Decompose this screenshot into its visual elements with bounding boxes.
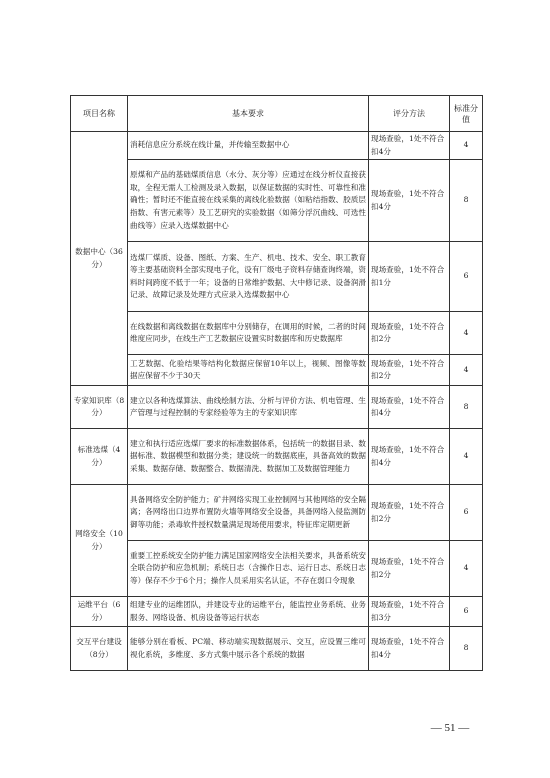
row-score: 4 <box>450 541 483 597</box>
table-row <box>71 386 483 429</box>
header-requirement: 基本要求 <box>128 96 369 132</box>
row-method: 现场查验，1处不符合扣4分 <box>369 132 450 160</box>
row-requirement: 建立和执行适应选煤厂要求的标准数据体系，包括统一的数据目录、数据标准、数据模型和数据分类；建设统一的数据底座，具备高效的数据采集、数据存储、数据整合、数据清洗、数据加工及数据管理能力 <box>128 429 369 485</box>
group-security: 网络安全（10分） <box>71 485 128 597</box>
group-interact: 交互平台建设（8分） <box>71 627 128 671</box>
header-score: 标准分值 <box>450 96 483 132</box>
table-row <box>71 541 483 597</box>
row-score: 6 <box>450 485 483 541</box>
group-data-center: 数据中心（36分） <box>71 132 128 386</box>
group-ops: 运维平台（6分） <box>71 597 128 627</box>
table-header-row <box>71 96 483 132</box>
group-standard: 标准选煤（4分） <box>71 429 128 485</box>
row-method: 现场查验，1处不符合扣4分 <box>369 160 450 242</box>
row-method: 现场查验，1处不符合扣2分 <box>369 355 450 386</box>
row-requirement: 选煤厂煤质、设备、图纸、方案、生产、机电、技术、安全、职工教育等主要基础资料全部实现电子化，设有厂级电子资料存储查询终端，资料时间跨度不低于一年；设备的日常维护数据、大中修记录、设备润滑记录、故障记录及处理方式应录入选煤数据中心 <box>128 242 369 312</box>
row-requirement: 具备网络安全防护能力；矿井网络实现工业控制网与其他网络的安全隔离；各网络出口边界布置防火墙等网络安全设备，具备网络入侵监测防御等功能；杀毒软件授权数量满足现场使用要求，特征库定期更新 <box>128 485 369 541</box>
row-method: 现场查验，1处不符合扣4分 <box>369 386 450 429</box>
row-method: 现场查验，1处不符合扣4分 <box>369 627 450 671</box>
row-requirement: 组建专业的运维团队，并建设专业的运维平台，能监控业务系统、业务服务、网络设备、机房设备等运行状态 <box>128 597 369 627</box>
row-score: 4 <box>450 312 483 355</box>
group-expert: 专家知识库（8分） <box>71 386 128 429</box>
row-method: 现场查验，1处不符合扣1分 <box>369 242 450 312</box>
header-name: 项目名称 <box>71 96 128 132</box>
row-method: 现场查验，1处不符合扣3分 <box>369 597 450 627</box>
row-requirement: 建立以各种选煤算法、曲线绘制方法、分析与评价方法、机电管理、生产管理与过程控制的专家经验等为主的专家知识库 <box>128 386 369 429</box>
header-method: 评分方法 <box>369 96 450 132</box>
row-score: 8 <box>450 160 483 242</box>
row-method: 现场查验，1处不符合扣2分 <box>369 312 450 355</box>
table-row <box>71 355 483 386</box>
row-requirement: 在线数据和离线数据在数据库中分别储存，在调用的时候，二者的时间维度应同步，在线生产工艺数据应设置实时数据库和历史数据库 <box>128 312 369 355</box>
row-score: 4 <box>450 355 483 386</box>
row-requirement: 消耗信息应分系统在线计量，并传输至数据中心 <box>128 132 369 160</box>
table-row <box>71 597 483 627</box>
table-row <box>71 160 483 242</box>
scoring-table <box>70 95 483 671</box>
row-requirement: 原煤和产品的基础煤质信息（水分、灰分等）应通过在线分析仪直接获取，全程无需人工检测及录入数据，以保证数据的实时性、可靠性和准确性；暂时还不能直接在线采集的离线化验数据（如粘结指数、胶质层指数、有害元素等）及工艺研究的实验数据（如筛分浮沉曲线、可选性曲线等）应录入选煤数据中心 <box>128 160 369 242</box>
page-number: — 51 — <box>430 722 470 734</box>
row-requirement: 能够分别在看板、PC端、移动端实现数据展示、交互，应设置三维可视化系统，多维度、多方式集中展示各个系统的数据 <box>128 627 369 671</box>
table-row <box>71 429 483 485</box>
row-requirement: 重要工控系统安全防护能力满足国家网络安全法相关要求，具备系统安全联合防护和应急机制；系统日志（含操作日志、运行日志、系统日志等）保存不少于6个月；操作人员采用实名认证，不存在弱口令现象 <box>128 541 369 597</box>
row-requirement: 工艺数据、化验结果等结构化数据应保留10年以上，视频、图像等数据应保留不少于30天 <box>128 355 369 386</box>
row-score: 8 <box>450 627 483 671</box>
table-row <box>71 132 483 160</box>
row-method: 现场查验，1处不符合扣4分 <box>369 429 450 485</box>
row-method: 现场查验，1处不符合扣2分 <box>369 541 450 597</box>
row-method: 现场查验，1处不符合扣2分 <box>369 485 450 541</box>
row-score: 6 <box>450 597 483 627</box>
table-row <box>71 242 483 312</box>
row-score: 4 <box>450 132 483 160</box>
row-score: 8 <box>450 386 483 429</box>
table-row <box>71 627 483 671</box>
row-score: 6 <box>450 242 483 312</box>
row-score: 4 <box>450 429 483 485</box>
table-row <box>71 485 483 541</box>
table-row <box>71 312 483 355</box>
